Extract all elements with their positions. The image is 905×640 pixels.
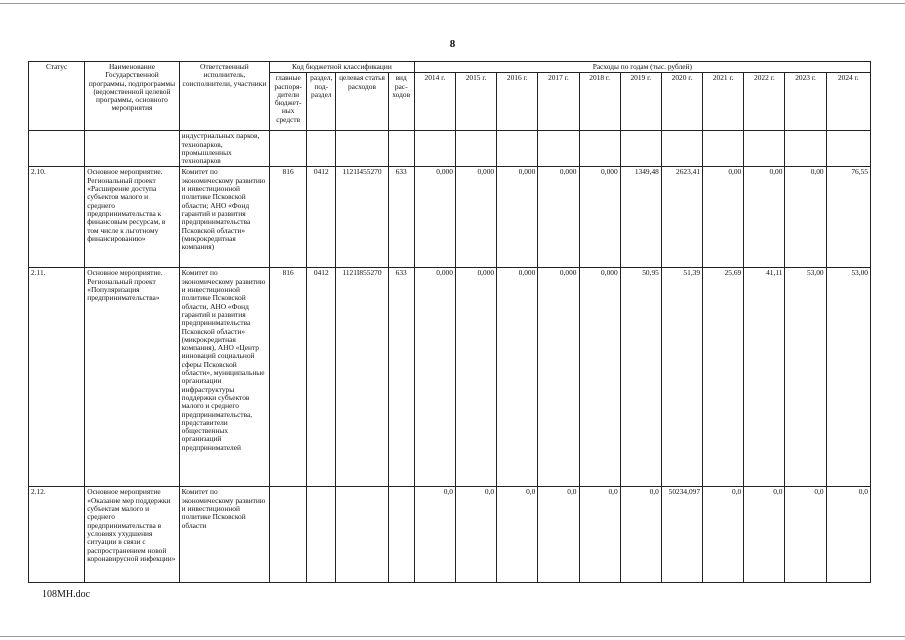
cell-grbs [270,487,307,583]
cell-value: 0,000 [579,167,620,268]
cell-value [826,131,870,167]
cell-status: 2.12. [29,487,85,583]
header-expenses-group: Расходы по годам (тыс. рублей) [414,62,870,73]
cell-type [388,487,414,583]
header-year: 2015 г. [455,73,496,131]
cell-value [661,131,702,167]
cell-type: 633 [388,268,414,487]
cell-value: 0,000 [455,167,496,268]
cell-section: 0412 [307,268,336,487]
cell-value: 0,000 [414,268,455,487]
cell-value: 0,0 [579,487,620,583]
cell-value: 2623,41 [661,167,702,268]
header-year: 2014 г. [414,73,455,131]
cell-grbs: 816 [270,167,307,268]
cell-value: 0,00 [785,167,826,268]
cell-value [414,131,455,167]
cell-status: 2.11. [29,268,85,487]
cell-value: 0,000 [497,268,538,487]
cell-section [307,487,336,583]
cell-target: 1121I855270 [336,268,388,487]
scan-edge-bottom [0,636,905,637]
cell-value: 0,000 [538,167,579,268]
cell-status: 2.10. [29,167,85,268]
cell-responsible: индустриальных парков, технопарков, промышленных технопарков [179,131,269,167]
cell-status [29,131,85,167]
cell-name: Основное мероприятие. Региональный проект «Расширение доступа субъектов малого и среднего предпринимательства к финансовым ресурсам, в том числе к льготному финансированию» [85,167,179,268]
header-year: 2016 г. [497,73,538,131]
cell-value: 50234,097 [661,487,702,583]
cell-value: 0,0 [455,487,496,583]
table-row [29,167,871,268]
cell-target [336,487,388,583]
cell-type: 633 [388,167,414,268]
cell-type [388,131,414,167]
cell-value: 0,0 [744,487,785,583]
cell-value: 41,11 [744,268,785,487]
header-responsible: Ответственный исполнитель, соисполнители, участники [179,62,269,131]
cell-grbs [270,131,307,167]
cell-value: 0,0 [785,487,826,583]
cell-value: 0,000 [497,167,538,268]
cell-grbs: 816 [270,268,307,487]
cell-name: Основное мероприятие «Оказание мер поддержки субъектам малого и среднего предпринимательства в условиях ухудшения ситуации в связи с распространением новой коронавирусной инфекции» [85,487,179,583]
cell-value: 0,000 [455,268,496,487]
header-status: Статус [29,62,85,131]
header-type: вид рас-ходов [388,73,414,131]
header-year: 2024 г. [826,73,870,131]
cell-value: 0,00 [744,167,785,268]
header-year: 2021 г. [703,73,744,131]
footer-filename: 108МН.doc [42,589,91,600]
cell-value: 53,00 [785,268,826,487]
cell-value: 0,0 [703,487,744,583]
cell-value [703,131,744,167]
cell-value: 0,0 [414,487,455,583]
cell-responsible: Комитет по экономическому развитию и инвестиционной политике Псковской области; АНО «Фонд гарантий и развития предпринимательства Псковской области» (микрокредитная компания) [179,167,269,268]
cell-value [497,131,538,167]
cell-value: 0,0 [620,487,661,583]
cell-section [307,131,336,167]
cell-value [455,131,496,167]
cell-value [785,131,826,167]
cell-value [744,131,785,167]
cell-section: 0412 [307,167,336,268]
cell-value: 0,000 [538,268,579,487]
header-section: раздел, под-раздел [307,73,336,131]
header-grbs: главные распоря-дители бюджет-ных средств [270,73,307,131]
header-year: 2022 г. [744,73,785,131]
scan-edge-top [0,3,905,4]
page-number: 8 [449,38,456,50]
cell-value: 25,69 [703,268,744,487]
cell-responsible: Комитет по экономическому развитию и инвестиционной политике Псковской области [179,487,269,583]
header-year: 2020 г. [661,73,702,131]
cell-value: 0,000 [579,268,620,487]
header-year: 2018 г. [579,73,620,131]
cell-target [336,131,388,167]
cell-value: 0,00 [703,167,744,268]
cell-value [579,131,620,167]
cell-target: 1121I455270 [336,167,388,268]
table-row [29,268,871,487]
cell-value [620,131,661,167]
header-target: целевая статья расходов [336,73,388,131]
cell-value: 51,39 [661,268,702,487]
cell-value: 0,0 [497,487,538,583]
header-year: 2023 г. [785,73,826,131]
cell-value: 0,0 [826,487,870,583]
table-row [29,131,871,167]
header-bcc-group: Код бюджетной классификации [270,62,415,73]
table-row [29,487,871,583]
cell-value: 53,00 [826,268,870,487]
cell-value: 50,95 [620,268,661,487]
cell-name: Основное мероприятие. Региональный проект «Популяризация предпринимательства» [85,268,179,487]
cell-value: 0,000 [414,167,455,268]
header-year: 2017 г. [538,73,579,131]
budget-table [28,61,871,583]
cell-value: 1349,48 [620,167,661,268]
cell-value: 0,0 [538,487,579,583]
cell-responsible: Комитет по экономическому развитию и инвестиционной политике Псковской области, АНО «Фонд гарантий и развития предпринимательства Псковской области» (микрокредитная компания), АНО «Центр инноваций социальной сферы Псковской области», муниципальные организации инфраструктуры поддержки субъектов малого и среднего предпринимательства, представители общественных организаций предпринимателей [179,268,269,487]
cell-value [538,131,579,167]
header-year: 2019 г. [620,73,661,131]
cell-name [85,131,179,167]
cell-value: 76,55 [826,167,870,268]
header-name: Наименование Государственной программы, подпрограммы (ведомственной целевой программы, основного мероприятия [85,62,179,131]
